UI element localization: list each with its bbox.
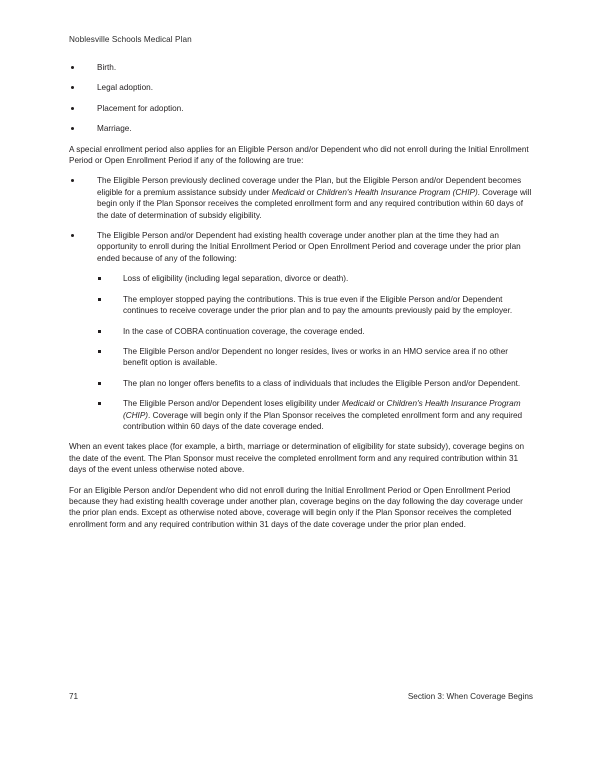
page-footer (69, 691, 533, 702)
list-item (97, 294, 534, 317)
list-item (97, 398, 534, 432)
page-content (69, 62, 534, 539)
list-item-text: Legal adoption. (97, 83, 153, 93)
list-item (69, 103, 534, 114)
page-number: 71 (69, 692, 79, 701)
list-item-text: Placement for adoption. (97, 103, 184, 113)
program-name-medicaid: Medicaid (271, 187, 305, 197)
text-run: or (304, 187, 317, 197)
list-item (97, 378, 534, 389)
footer-section-label: Section 3: When Coverage Begins (407, 692, 533, 701)
bullet-square-icon (98, 277, 101, 280)
bullet-dot-icon (71, 86, 74, 89)
list-item (97, 346, 534, 369)
text-run: or (374, 399, 387, 409)
text-run: . Coverage will begin only if the Plan Sponsor receives the completed enrollment form and any required contribution within 60 days of the date of determination of subsidy eligibility. (97, 187, 532, 220)
bullet-square-icon (98, 402, 101, 405)
list-item-text: Birth. (97, 63, 117, 72)
bullet-dot-icon (71, 234, 74, 237)
list-item (69, 62, 534, 73)
bullet-square-icon (98, 350, 101, 353)
list-item-text: Marriage. (97, 124, 132, 134)
running-header: Noblesville Schools Medical Plan (69, 35, 192, 44)
list-item (69, 123, 534, 134)
bullet-square-icon (98, 330, 101, 333)
list-item (69, 175, 534, 221)
prior-coverage-reasons-list (97, 273, 534, 432)
text-run: The Eligible Person previously declined coverage under the Plan, but the Eligible Person and/or Dependent becomes eligible for a premium assistance subsidy under (97, 176, 522, 197)
list-item (97, 273, 534, 284)
special-enrollment-conditions-list (69, 175, 534, 432)
list-item-text (123, 399, 522, 431)
program-name-chip: Children's Health Insurance Program (CHIP) (316, 187, 478, 197)
bullet-dot-icon (71, 179, 74, 182)
text-run: The Eligible Person and/or Dependent loses eligibility under (123, 399, 342, 409)
list-item-text: In the case of COBRA continuation coverage, the coverage ended. (123, 326, 365, 336)
program-name-chip: Children's Health Insurance Program (CHIP) (123, 399, 521, 420)
bullet-dot-icon (71, 107, 74, 110)
bullet-dot-icon (71, 127, 74, 130)
bullet-square-icon (98, 382, 101, 385)
qualifying-events-list (69, 62, 534, 135)
closing-paragraph-1: When an event takes place (for example, a birth, marriage or determination of eligibility for state subsidy), coverage begins on the date of the event. The Plan Sponsor must receive the completed enrollment form and any required contribution within 31 days of the event unless otherwise noted above. (69, 442, 525, 475)
bullet-square-icon (98, 298, 101, 301)
list-item (69, 230, 534, 432)
text-run: . Coverage will begin only if the Plan Sponsor receives the completed enrollment form and any required contribution within 60 days of the date coverage ended. (123, 410, 523, 431)
list-item (97, 326, 534, 337)
program-name-medicaid: Medicaid (341, 399, 375, 409)
list-item-text: The plan no longer offers benefits to a class of individuals that includes the Eligible Person and/or Dependent. (123, 378, 521, 388)
list-item-text: The Eligible Person and/or Dependent had existing health coverage under another plan at the time they had an opportunity to enroll during the Initial Enrollment Period or Open Enrollment Period and coverage under the prior plan ended because of any of the following: (97, 231, 521, 263)
list-item-text (97, 176, 531, 219)
bullet-dot-icon (71, 66, 74, 69)
list-item (69, 82, 534, 93)
closing-paragraph-2: For an Eligible Person and/or Dependent who did not enroll during the Initial Enrollment Period or Open Enrollment Period because they had existing health coverage under another plan, coverage begins on the day following the day coverage under the prior plan ends. Except as otherwise noted above, coverage will begin only if the Plan Sponsor receives the completed enrollment form and any required contribution within 31 days of the date coverage under the prior plan ended. (69, 485, 523, 529)
list-item-text: The employer stopped paying the contributions. This is true even if the Eligible Person and/or Dependent continues to receive coverage under the prior plan and to pay the amounts previously paid by the employer. (123, 294, 513, 316)
list-item-text: Loss of eligibility (including legal separation, divorce or death). (123, 274, 349, 284)
special-enrollment-intro-paragraph: A special enrollment period also applies for an Eligible Person and/or Dependent who did not enroll during the Initial Enrollment Period or Open Enrollment Period if any of the following are true: (69, 144, 529, 166)
list-item-text: The Eligible Person and/or Dependent no longer resides, lives or works in an HMO service area if no other benefit option is available. (123, 346, 509, 368)
